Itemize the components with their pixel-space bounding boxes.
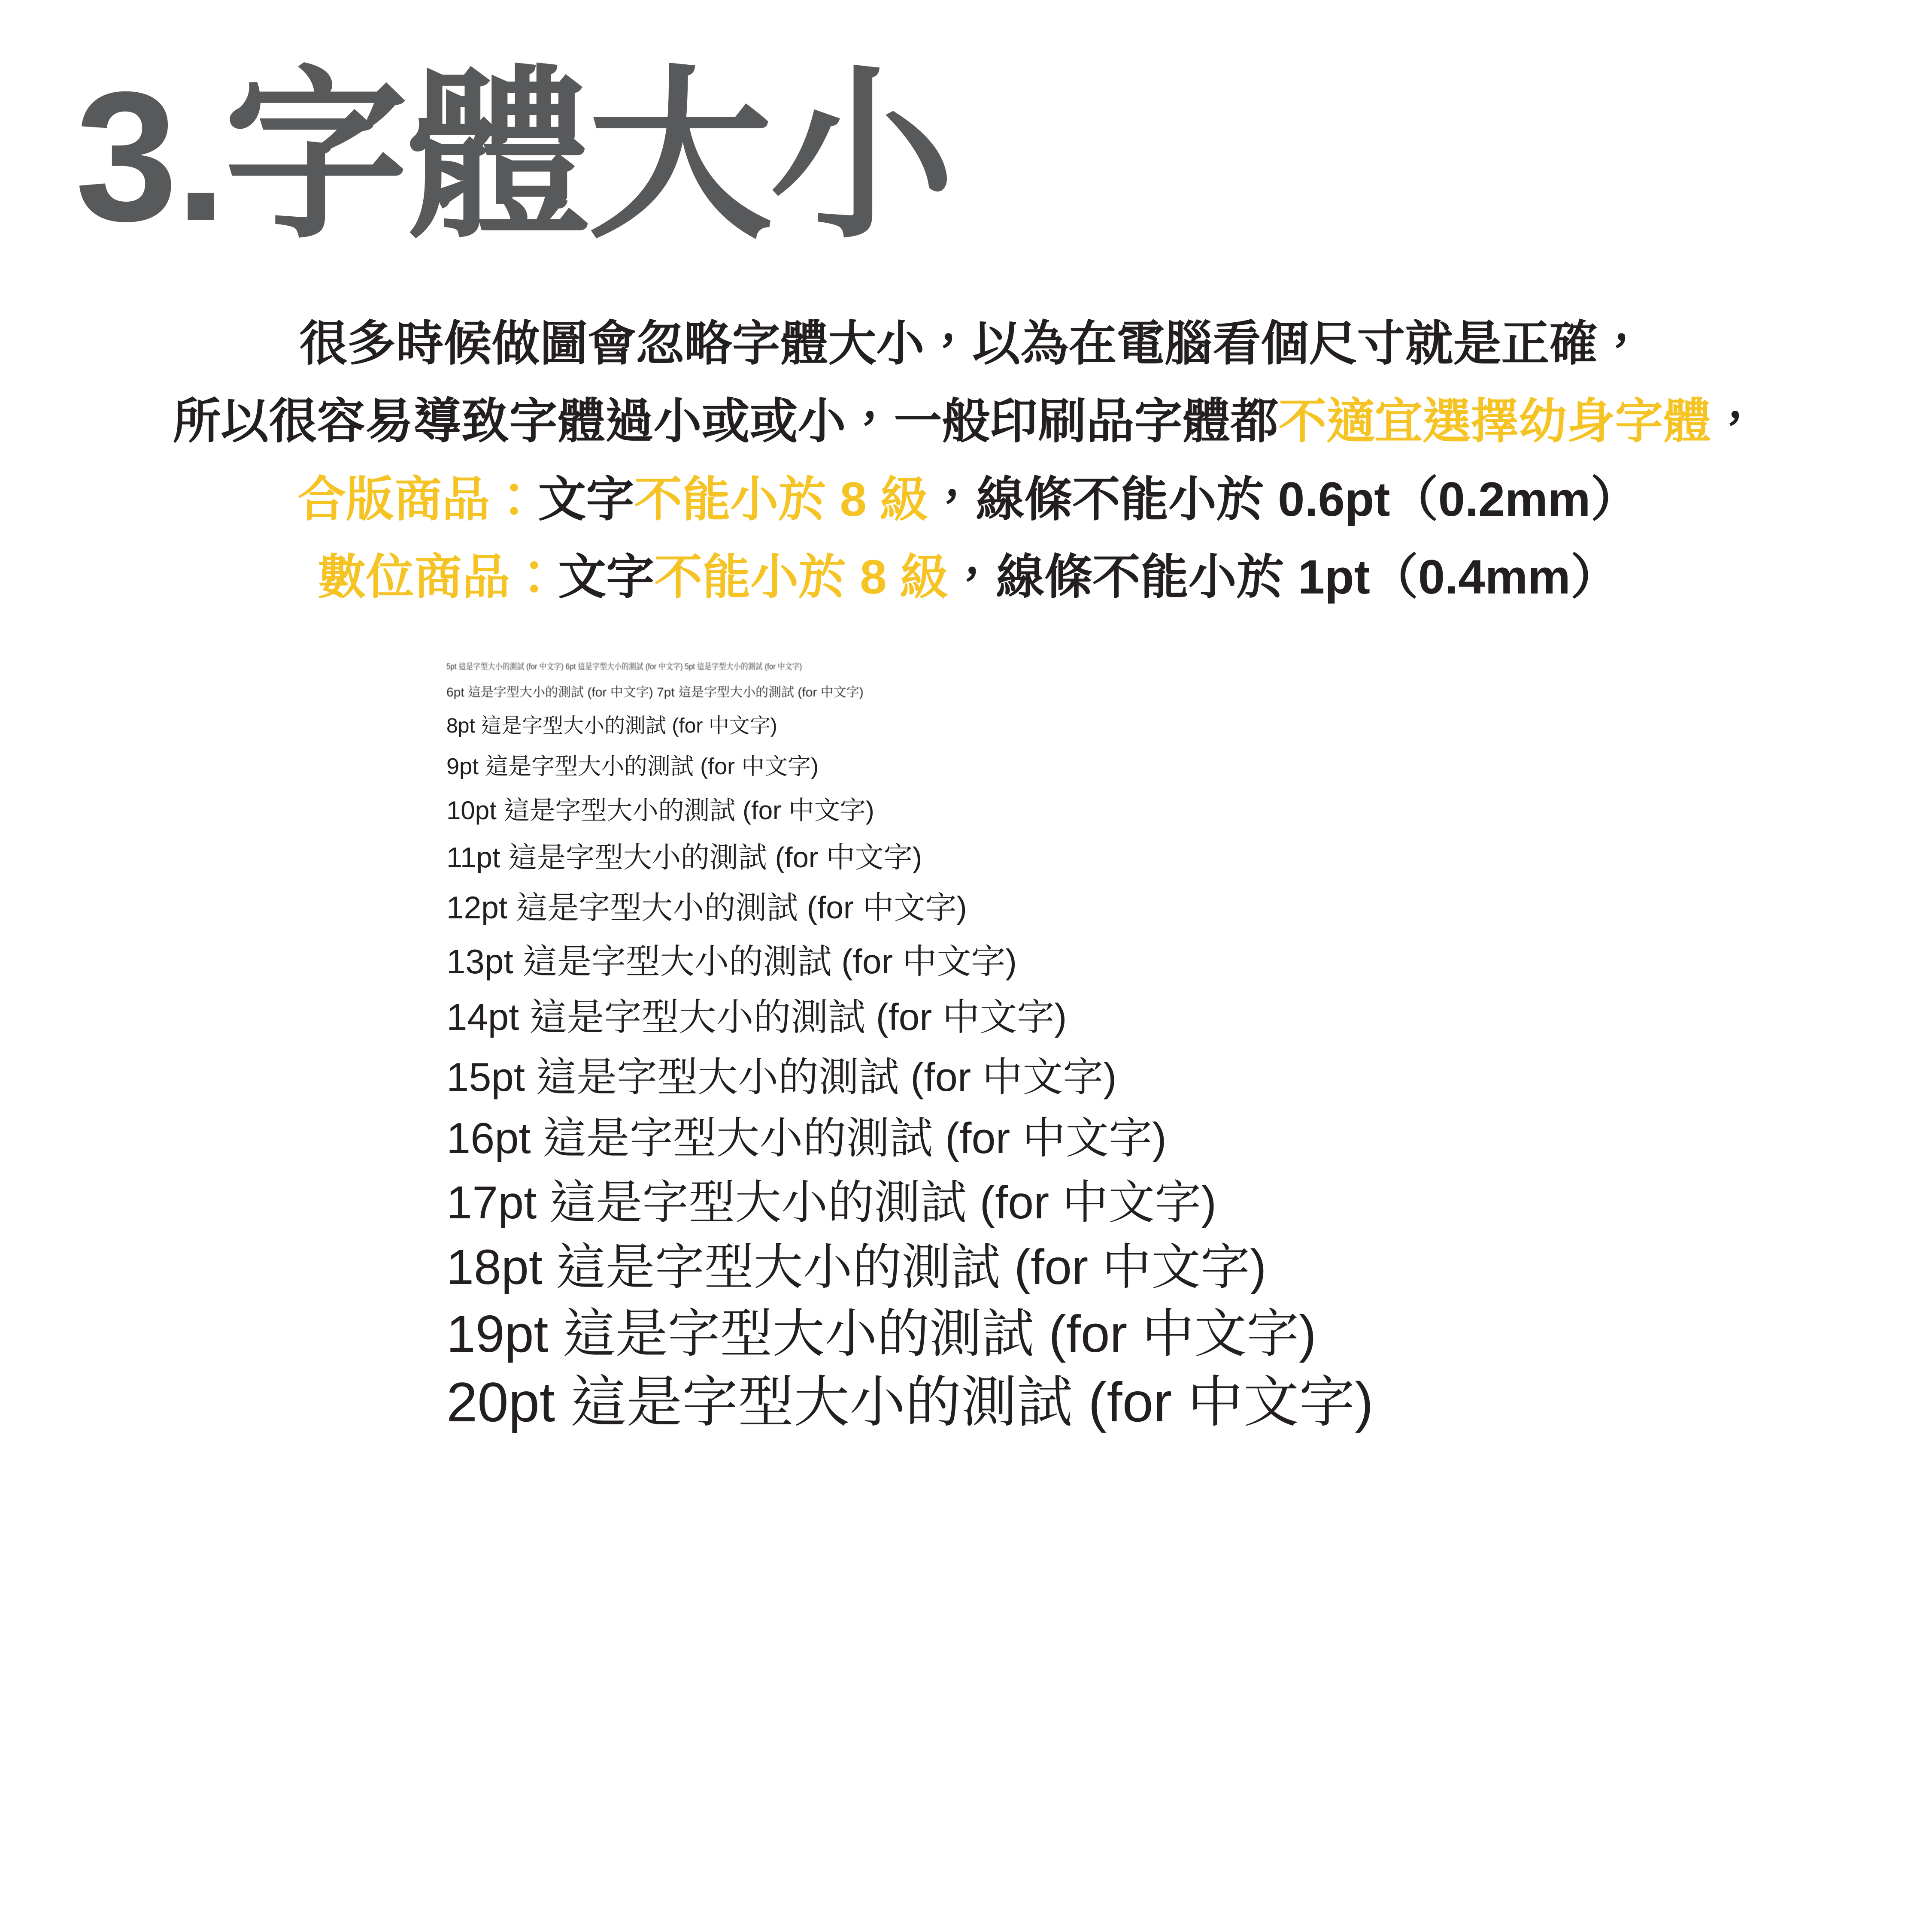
sample-row: 15pt 這是字型大小的測試 (for 中文字): [446, 1054, 1117, 1099]
intro-line-2-text-b: ，: [1711, 394, 1759, 448]
intro-line-3-label: 合版商品：: [297, 472, 538, 526]
intro-line-2-text-a: 所以很容易導致字體過小或或小，一般印刷品字體都: [173, 394, 1279, 448]
intro-line-2: [0, 382, 1932, 460]
font-size-sample-list: [0, 663, 1932, 1431]
sample-row: 16pt 這是字型大小的測試 (for 中文字): [446, 1114, 1167, 1163]
intro-line-3-text-b: ，線條不能小於 0.6pt（0.2mm）: [928, 472, 1639, 526]
intro-line-2-highlight: 不適宜選擇幼身字體: [1278, 394, 1711, 448]
sample-row: 6pt 這是字型大小的測試 (for 中文字) 7pt 這是字型大小的測試 (for 中文字): [446, 685, 864, 700]
sample-row: 5pt 這是字型大小的測試 (for 中文字) 6pt 這是字型大小的測試 (for 中文字) 5pt 這是字型大小的測試 (for 中文字): [446, 662, 802, 671]
sample-row: 14pt 這是字型大小的測試 (for 中文字): [446, 996, 1067, 1039]
intro-line-4-label: 數位商品：: [318, 550, 558, 604]
sample-row: 19pt 這是字型大小的測試 (for 中文字): [446, 1305, 1316, 1363]
intro-line-3: [0, 460, 1932, 538]
intro-line-4-text-b: ，線條不能小於 1pt（0.4mm）: [948, 550, 1619, 604]
intro-line-1-text: 很多時候做圖會忽略字體大小，以為在電腦看個尺寸就是正確，: [299, 317, 1646, 370]
page-title: 3.字體大小: [75, 54, 952, 260]
sample-row: 12pt 這是字型大小的測試 (for 中文字): [446, 890, 967, 926]
intro-paragraph: [0, 305, 1932, 616]
intro-line-3-text-a: 文字: [538, 472, 634, 526]
sample-row: 9pt 這是字型大小的測試 (for 中文字): [446, 753, 819, 779]
intro-line-4: [0, 538, 1932, 616]
sample-row: 18pt 這是字型大小的測試 (for 中文字): [446, 1240, 1267, 1295]
intro-line-4-text-a: 文字: [558, 550, 655, 604]
intro-line-1: [0, 305, 1932, 382]
sample-row: 8pt 這是字型大小的測試 (for 中文字): [446, 714, 777, 737]
intro-line-3-highlight: 不能小於 8 級: [634, 472, 928, 526]
sample-row: 17pt 這是字型大小的測試 (for 中文字): [446, 1176, 1217, 1228]
sample-row: 13pt 這是字型大小的測試 (for 中文字): [446, 942, 1017, 981]
sample-row: 10pt 這是字型大小的測試 (for 中文字): [446, 796, 874, 825]
sample-row: 11pt 這是字型大小的測試 (for 中文字): [446, 841, 922, 874]
sample-row: 20pt 這是字型大小的測試 (for 中文字): [446, 1370, 1374, 1433]
intro-line-4-highlight: 不能小於 8 級: [654, 550, 948, 604]
